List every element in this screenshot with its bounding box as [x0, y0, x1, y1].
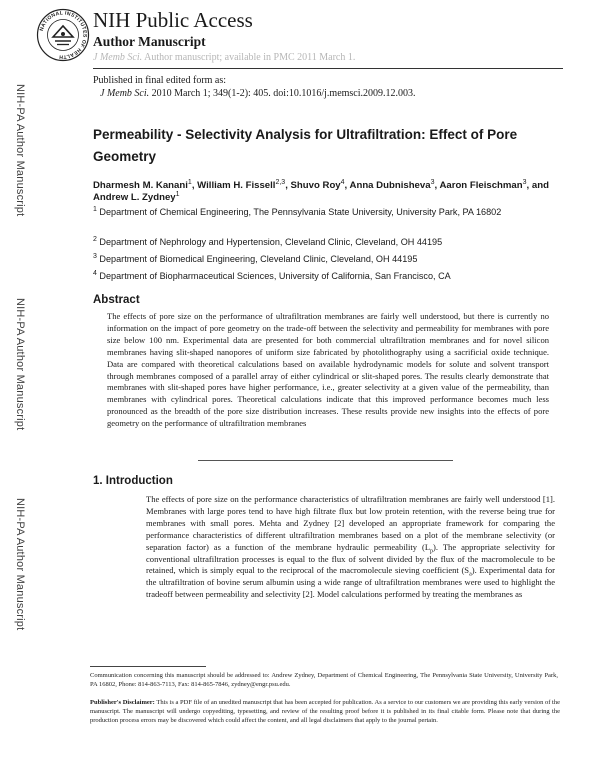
footnote-divider	[90, 666, 206, 667]
published-label: Published in final edited form as:	[93, 75, 227, 86]
nih-seal-logo	[36, 8, 90, 62]
author-name: and Andrew L. Zydney	[93, 180, 549, 203]
citation-details: 2010 March 1; 349(1-2): 405. doi:10.1016/j.memsci.2009.12.003.	[149, 88, 416, 99]
author-name: William H. Fissell	[197, 180, 276, 191]
article-title: Permeability - Selectivity Analysis for Ultrafiltration: Effect of Pore Geometry	[93, 127, 518, 164]
author-name: Anna Dubnisheva	[349, 180, 431, 191]
affiliation: $^3$ Department of Biomedical Engineering, Cleveland Clinic, Cleveland, OH 44195	[93, 252, 418, 264]
citation-journal: J Memb Sci.	[100, 88, 150, 99]
disclaimer-label: Publisher's Disclaimer:	[90, 699, 155, 706]
affiliation: $^4$ Department of Biopharmaceutical Sciences, University of California, San Francisco, CA	[93, 269, 451, 281]
author-name: Shuvo Roy	[290, 180, 341, 191]
affiliation: $^2$ Department of Nephrology and Hypertension, Cleveland Clinic, Cleveland, OH 44195	[93, 235, 443, 247]
abstract-body: The effects of pore size on the performance of ultrafiltration membranes are fairly well understood, but there is currently no information on the impact of pore geometry on the trade-off between the selectivity and permeability for membranes with pore size below 100 nm. Experimental data are presented for both commercial ultrafiltration membranes and for novel silicon membranes having slit-shaped nanopores of uniform size fabricated by photolithography using a sacrificial oxide technique. Data are compared with theoretical calculations based on available hydrodynamic models for solute and solvent transport through membranes composed of a parallel array of either cylindrical or slit-shaped pores. The results clearly demonstrate that membranes with slit-shaped pores have higher performance, i.e., greater selectivity at a given value of the permeability, than membranes with cylindrical pores. Theoretical calculations indicate that this improved performance becomes much less pronounced as the breadth of the pore size distribution increases. These results provide new insights into the effects of pore geometry on the performance of ultrafiltration membranes	[107, 311, 549, 429]
availability-note	[93, 51, 355, 64]
header-divider	[93, 68, 563, 69]
availability-text: Author manuscript; available in PMC 2011 March 1.	[142, 52, 356, 63]
author-name: Aaron Fleischman	[439, 180, 523, 191]
affiliation: $^1$ Department of Chemical Engineering, The Pennsylvania State University, University Park, PA 16802	[93, 205, 502, 217]
author-name: Dharmesh M. Kanani	[93, 180, 188, 191]
abstract-divider	[198, 460, 453, 461]
author-list: Dharmesh M. Kanani$^1$, William H. Fissell$^{2,3}$, Shuvo Roy$^4$, Anna Dubnisheva$^3$, Aaron Fleischman$^3$, and Andrew L. Zydney$^1$	[93, 178, 549, 203]
citation-line	[100, 88, 416, 100]
abstract-heading: Abstract	[93, 294, 140, 306]
correspondence-footnote: Communication concerning this manuscript should be addressed to: Andrew Zydney, Department of Chemical Engineering, The Pennsylvania State University, University Park, PA 16802, Phone: 814-863-7113, Fax: 814-865-7846, zydney@engr.psu.edu.	[90, 672, 558, 688]
author-manuscript-label: Author Manuscript	[93, 34, 206, 49]
logo-text: NATIONAL INSTITUTES OF HEALTH	[38, 10, 88, 60]
disclaimer-text: This is a PDF file of an unedited manuscript that has been accepted for publication. As a service to our customers we are providing this early version of the manuscript. The manuscript will undergo copyediting, typesetting, and review of the resulting proof before it is published in its final citable form. Please note that during the production process errors may be discovered which could affect the content, and all legal disclaimers that apply to the journal pertain.	[90, 699, 560, 725]
publisher-disclaimer	[90, 698, 560, 726]
introduction-body: The effects of pore size on the performance characteristics of ultrafiltration membranes are fairly well understood [1]. Membranes with large pores tend to have high filtrate flux but low protein retention, with the reverse being true for membranes with small pores. Mehta and Zydney [2] developed an appropriate framework for comparing the performance characteristics of different ultrafiltration membranes based on a plot of the membrane selectivity (or separation factor) as a function of the membrane hydraulic permeability $(L_p)$. The appropriate selectivity for conventional ultrafiltration processes is equal to the flux of solvent divided by the flux of the macromolecule to be retained, which is simply equal to the reciprocal of the macromolecule sieving coefficient $(S_a)$. Experimental data for the ultrafiltration of bovine serum albumin using a wide range of ultrafiltration membranes were used to highlight the tradeoff between permeability and selectivity [2]. Model calculations performed by treating the membranes as	[146, 494, 556, 600]
nih-public-access-title: NIH Public Access	[93, 8, 253, 32]
introduction-heading: 1. Introduction	[93, 475, 173, 487]
journal-abbrev: J Memb Sci.	[93, 52, 143, 63]
